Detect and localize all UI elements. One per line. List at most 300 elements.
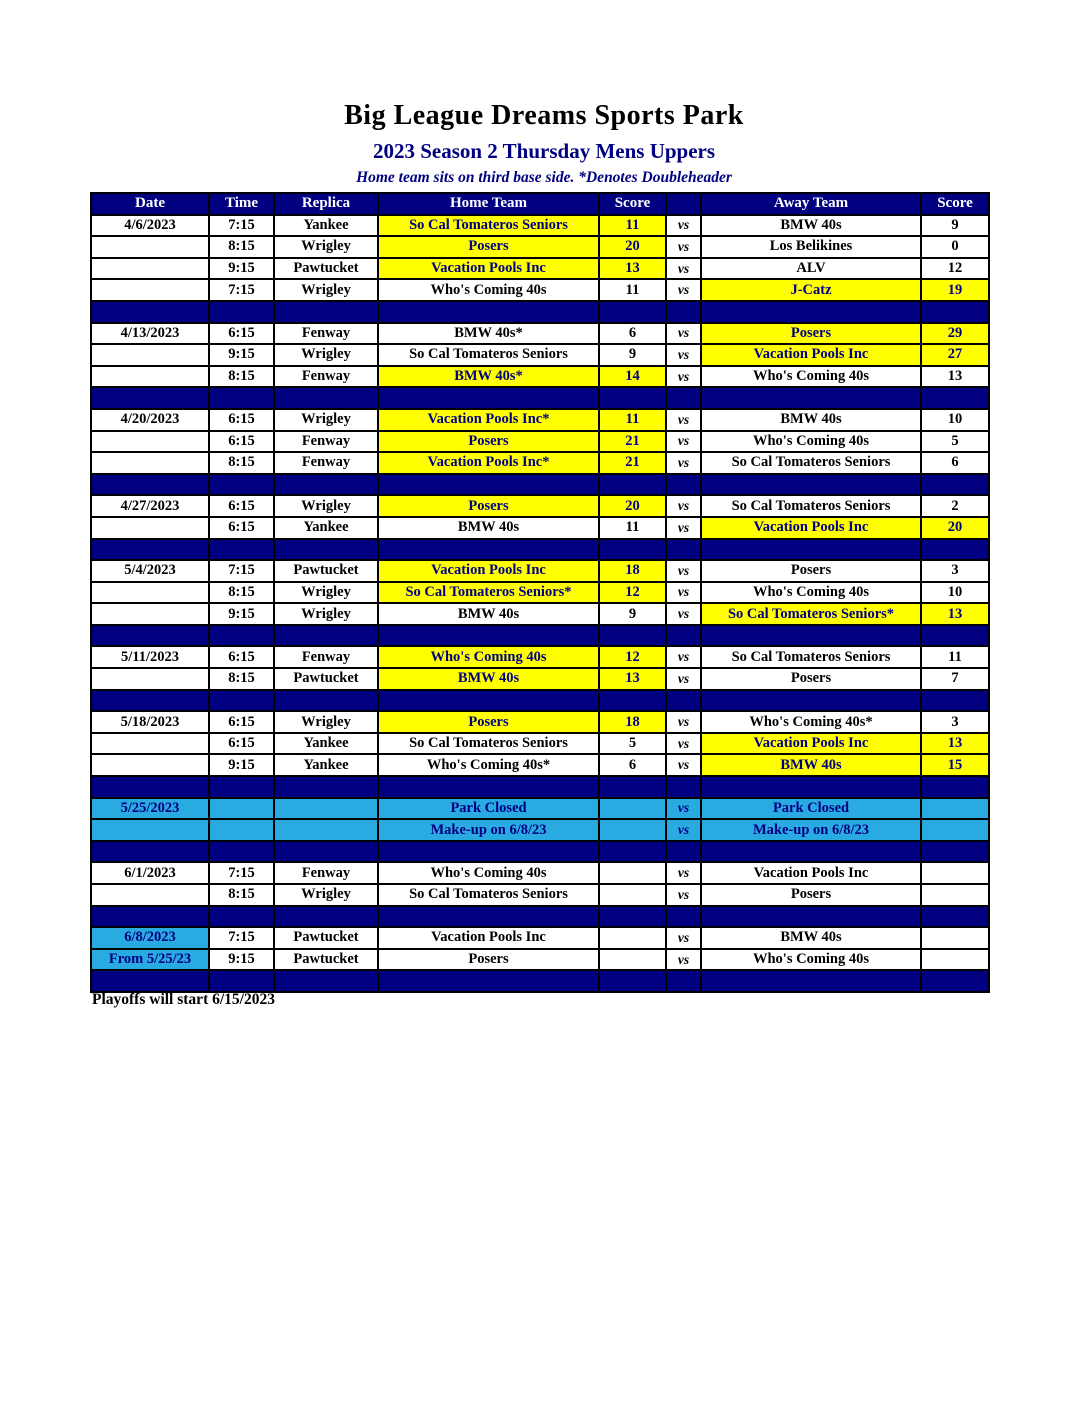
cell-home-score [599, 927, 666, 949]
separator-row [91, 474, 989, 496]
separator-cell [921, 301, 989, 323]
cell-away-score: 10 [921, 582, 989, 604]
cell-vs: vs [666, 949, 701, 971]
separator-cell [701, 474, 921, 496]
cell-replica: Pawtucket [274, 949, 378, 971]
separator-cell [666, 690, 701, 712]
cell-date: 6/8/2023 [91, 927, 209, 949]
game-row [91, 603, 989, 625]
cell-date [91, 366, 209, 388]
separator-cell [701, 970, 921, 992]
cell-home-score: 14 [599, 366, 666, 388]
cell-away-team: BMW 40s [701, 409, 921, 431]
cell-away-team: So Cal Tomateros Seniors [701, 452, 921, 474]
cell-home-team: So Cal Tomateros Seniors* [378, 582, 599, 604]
cell-away-score: 3 [921, 711, 989, 733]
game-row [91, 236, 989, 258]
cell-date: 5/11/2023 [91, 646, 209, 668]
cell-home-team: Posers [378, 236, 599, 258]
cell-time: 7:15 [209, 927, 274, 949]
separator-cell [274, 690, 378, 712]
header-away-score: Score [921, 193, 989, 215]
separator-cell [209, 474, 274, 496]
page-subtitle: 2023 Season 2 Thursday Mens Uppers [372, 139, 716, 163]
separator-cell [666, 906, 701, 928]
header-away-team: Away Team [701, 193, 921, 215]
separator-cell [599, 970, 666, 992]
game-row [91, 668, 989, 690]
separator-cell [701, 387, 921, 409]
cell-time: 7:15 [209, 279, 274, 301]
cell-home-team: Who's Coming 40s [378, 646, 599, 668]
cell-home-team: Who's Coming 40s [378, 862, 599, 884]
separator-cell [666, 625, 701, 647]
game-row [91, 754, 989, 776]
cell-replica: Pawtucket [274, 668, 378, 690]
cell-home-score: 11 [599, 215, 666, 237]
cell-vs: vs [666, 560, 701, 582]
cell-away-team: So Cal Tomateros Seniors [701, 495, 921, 517]
header-vs [666, 193, 701, 215]
cell-vs: vs [666, 603, 701, 625]
cell-home-score: 20 [599, 236, 666, 258]
cell-time: 8:15 [209, 582, 274, 604]
cell-time: 9:15 [209, 258, 274, 280]
header-date: Date [91, 193, 209, 215]
cell-date [91, 236, 209, 258]
separator-cell [378, 970, 599, 992]
cell-replica: Pawtucket [274, 560, 378, 582]
separator-cell [209, 906, 274, 928]
cell-time [209, 819, 274, 841]
cell-vs: vs [666, 495, 701, 517]
separator-cell [378, 387, 599, 409]
cell-home-score: 12 [599, 646, 666, 668]
cell-away-score: 10 [921, 409, 989, 431]
cell-home-score: 21 [599, 431, 666, 453]
cell-home-team: Who's Coming 40s [378, 279, 599, 301]
cell-time: 6:15 [209, 323, 274, 345]
cell-vs: vs [666, 431, 701, 453]
separator-cell [209, 841, 274, 863]
cell-away-team: ALV [701, 258, 921, 280]
separator-cell [921, 539, 989, 561]
cell-away-team: Vacation Pools Inc [701, 733, 921, 755]
game-row [91, 495, 989, 517]
cell-home-team: Who's Coming 40s* [378, 754, 599, 776]
separator-cell [599, 776, 666, 798]
header-home-score: Score [599, 193, 666, 215]
cell-replica [274, 819, 378, 841]
cell-replica: Wrigley [274, 344, 378, 366]
cell-home-score: 20 [599, 495, 666, 517]
separator-cell [378, 301, 599, 323]
cell-away-score [921, 819, 989, 841]
separator-cell [274, 970, 378, 992]
cell-away-team: BMW 40s [701, 215, 921, 237]
separator-cell [91, 841, 209, 863]
cell-date [91, 279, 209, 301]
cell-home-score: 6 [599, 323, 666, 345]
header-replica: Replica [274, 193, 378, 215]
cell-replica: Fenway [274, 323, 378, 345]
game-row [91, 884, 989, 906]
cell-home-score: 12 [599, 582, 666, 604]
cell-vs: vs [666, 452, 701, 474]
cell-date [91, 452, 209, 474]
cell-time: 6:15 [209, 711, 274, 733]
cell-time: 6:15 [209, 409, 274, 431]
separator-cell [378, 539, 599, 561]
cell-home-team: Posers [378, 495, 599, 517]
separator-cell [701, 841, 921, 863]
cell-away-team: Vacation Pools Inc [701, 344, 921, 366]
cell-away-team: Posers [701, 560, 921, 582]
cell-date [91, 733, 209, 755]
header-home-team: Home Team [378, 193, 599, 215]
table-body [91, 215, 989, 992]
cell-time: 6:15 [209, 733, 274, 755]
game-row [91, 366, 989, 388]
game-row [91, 344, 989, 366]
separator-cell [599, 474, 666, 496]
separator-cell [274, 301, 378, 323]
game-row [91, 409, 989, 431]
cell-replica: Fenway [274, 431, 378, 453]
cell-time: 8:15 [209, 366, 274, 388]
separator-cell [666, 539, 701, 561]
cell-home-team: Posers [378, 711, 599, 733]
cell-date [91, 258, 209, 280]
cell-away-score [921, 798, 989, 820]
game-row [91, 258, 989, 280]
game-row [91, 862, 989, 884]
separator-cell [921, 841, 989, 863]
cell-away-team: Who's Coming 40s [701, 949, 921, 971]
separator-cell [666, 387, 701, 409]
separator-row [91, 841, 989, 863]
cell-time: 7:15 [209, 862, 274, 884]
separator-cell [701, 906, 921, 928]
separator-cell [921, 625, 989, 647]
game-row [91, 215, 989, 237]
home-team-note: Home team sits on third base side. *Denotes Doubleheader [356, 169, 732, 186]
separator-cell [209, 301, 274, 323]
separator-cell [91, 387, 209, 409]
cell-away-score [921, 862, 989, 884]
cell-home-score: 18 [599, 711, 666, 733]
cell-away-team: BMW 40s [701, 927, 921, 949]
cell-home-team: Vacation Pools Inc* [378, 452, 599, 474]
separator-cell [378, 474, 599, 496]
cell-home-score: 9 [599, 344, 666, 366]
separator-cell [921, 776, 989, 798]
cell-replica: Yankee [274, 733, 378, 755]
cell-away-team: Posers [701, 884, 921, 906]
cell-away-team: J-Catz [701, 279, 921, 301]
cell-home-score: 11 [599, 517, 666, 539]
cell-date [91, 668, 209, 690]
cell-date: 5/4/2023 [91, 560, 209, 582]
cell-time: 6:15 [209, 495, 274, 517]
separator-cell [209, 625, 274, 647]
separator-cell [921, 690, 989, 712]
cell-away-score: 13 [921, 733, 989, 755]
cell-vs: vs [666, 711, 701, 733]
separator-cell [209, 387, 274, 409]
separator-cell [378, 625, 599, 647]
cell-replica: Wrigley [274, 884, 378, 906]
cell-time: 8:15 [209, 884, 274, 906]
separator-cell [666, 970, 701, 992]
cell-home-team: Make-up on 6/8/23 [378, 819, 599, 841]
cell-date: 4/27/2023 [91, 495, 209, 517]
cell-replica: Wrigley [274, 582, 378, 604]
cell-date [91, 344, 209, 366]
game-row [91, 582, 989, 604]
cell-home-score [599, 862, 666, 884]
cell-date: 4/13/2023 [91, 323, 209, 345]
separator-cell [274, 841, 378, 863]
cell-away-score: 12 [921, 258, 989, 280]
cell-time: 8:15 [209, 668, 274, 690]
cell-time: 9:15 [209, 344, 274, 366]
separator-cell [599, 539, 666, 561]
cell-replica: Wrigley [274, 495, 378, 517]
separator-cell [666, 474, 701, 496]
game-row [91, 517, 989, 539]
cell-away-team: Vacation Pools Inc [701, 862, 921, 884]
separator-row [91, 625, 989, 647]
cell-home-team: So Cal Tomateros Seniors [378, 215, 599, 237]
cell-home-score: 18 [599, 560, 666, 582]
separator-cell [91, 906, 209, 928]
separator-cell [91, 301, 209, 323]
cell-home-team: Vacation Pools Inc [378, 560, 599, 582]
cell-home-score: 5 [599, 733, 666, 755]
cell-away-score [921, 884, 989, 906]
cell-time: 8:15 [209, 236, 274, 258]
cell-home-team: Vacation Pools Inc [378, 927, 599, 949]
cell-home-score: 11 [599, 279, 666, 301]
cell-vs: vs [666, 258, 701, 280]
separator-row [91, 301, 989, 323]
cell-home-score: 11 [599, 409, 666, 431]
cell-vs: vs [666, 582, 701, 604]
cell-home-team: Park Closed [378, 798, 599, 820]
cell-away-score: 5 [921, 431, 989, 453]
separator-cell [209, 690, 274, 712]
cell-date: 5/18/2023 [91, 711, 209, 733]
cell-home-team: Vacation Pools Inc* [378, 409, 599, 431]
cell-home-team: BMW 40s* [378, 323, 599, 345]
cell-away-team: Make-up on 6/8/23 [701, 819, 921, 841]
cell-time: 9:15 [209, 754, 274, 776]
cell-away-score: 20 [921, 517, 989, 539]
cell-home-score [599, 798, 666, 820]
separator-cell [921, 387, 989, 409]
separator-cell [209, 970, 274, 992]
cell-replica [274, 798, 378, 820]
separator-cell [91, 625, 209, 647]
cell-away-team: So Cal Tomateros Seniors [701, 646, 921, 668]
cell-away-score: 7 [921, 668, 989, 690]
cell-away-team: Park Closed [701, 798, 921, 820]
separator-cell [91, 690, 209, 712]
separator-row [91, 690, 989, 712]
cell-time: 7:15 [209, 215, 274, 237]
cell-time: 6:15 [209, 431, 274, 453]
cell-home-score: 13 [599, 668, 666, 690]
page-title: Big League Dreams Sports Park [344, 100, 744, 131]
table-header [91, 193, 989, 215]
cell-away-score: 15 [921, 754, 989, 776]
cell-away-score: 6 [921, 452, 989, 474]
cell-date [91, 582, 209, 604]
cell-away-team: So Cal Tomateros Seniors* [701, 603, 921, 625]
cell-vs: vs [666, 517, 701, 539]
cell-away-team: Who's Coming 40s [701, 431, 921, 453]
cell-replica: Wrigley [274, 603, 378, 625]
cell-vs: vs [666, 798, 701, 820]
game-row [91, 323, 989, 345]
cell-vs: vs [666, 344, 701, 366]
cell-time: 6:15 [209, 646, 274, 668]
cell-vs: vs [666, 279, 701, 301]
cell-vs: vs [666, 819, 701, 841]
cell-home-team: Posers [378, 949, 599, 971]
cell-home-team: So Cal Tomateros Seniors [378, 884, 599, 906]
separator-cell [274, 539, 378, 561]
game-row [91, 646, 989, 668]
game-row [91, 560, 989, 582]
cell-date: 5/25/2023 [91, 798, 209, 820]
cell-replica: Wrigley [274, 711, 378, 733]
cell-replica: Fenway [274, 646, 378, 668]
cell-replica: Yankee [274, 517, 378, 539]
cell-away-team: Who's Coming 40s* [701, 711, 921, 733]
separator-cell [91, 474, 209, 496]
separator-cell [378, 690, 599, 712]
cell-away-team: Posers [701, 323, 921, 345]
cell-home-score: 6 [599, 754, 666, 776]
cell-away-score [921, 949, 989, 971]
cell-replica: Pawtucket [274, 927, 378, 949]
cell-home-team: BMW 40s [378, 603, 599, 625]
cell-home-score [599, 949, 666, 971]
separator-cell [378, 841, 599, 863]
cell-home-team: BMW 40s [378, 517, 599, 539]
cell-date [91, 517, 209, 539]
cell-vs: vs [666, 733, 701, 755]
separator-cell [921, 906, 989, 928]
cell-replica: Fenway [274, 366, 378, 388]
separator-cell [599, 301, 666, 323]
separator-cell [274, 776, 378, 798]
separator-cell [209, 776, 274, 798]
cell-home-score [599, 819, 666, 841]
cell-away-score: 13 [921, 366, 989, 388]
cell-home-team: BMW 40s [378, 668, 599, 690]
cell-date: 4/6/2023 [91, 215, 209, 237]
cell-replica: Wrigley [274, 409, 378, 431]
cell-replica: Yankee [274, 215, 378, 237]
cell-home-team: So Cal Tomateros Seniors [378, 733, 599, 755]
playoffs-note: Playoffs will start 6/15/2023 [92, 991, 275, 1008]
cell-replica: Fenway [274, 452, 378, 474]
game-row [91, 733, 989, 755]
separator-cell [666, 301, 701, 323]
separator-cell [599, 841, 666, 863]
cell-away-score: 9 [921, 215, 989, 237]
separator-cell [599, 690, 666, 712]
game-row [91, 279, 989, 301]
separator-cell [209, 539, 274, 561]
cell-home-team: BMW 40s* [378, 366, 599, 388]
cell-date [91, 603, 209, 625]
cell-home-score: 21 [599, 452, 666, 474]
cell-date [91, 431, 209, 453]
separator-cell [599, 387, 666, 409]
schedule-table [90, 192, 990, 993]
cell-away-score: 27 [921, 344, 989, 366]
separator-cell [91, 776, 209, 798]
separator-row [91, 387, 989, 409]
game-row [91, 431, 989, 453]
cell-away-team: BMW 40s [701, 754, 921, 776]
cell-date [91, 884, 209, 906]
cell-vs: vs [666, 646, 701, 668]
cell-vs: vs [666, 862, 701, 884]
separator-cell [378, 906, 599, 928]
cell-away-team: Vacation Pools Inc [701, 517, 921, 539]
cell-away-score: 13 [921, 603, 989, 625]
separator-cell [701, 301, 921, 323]
cell-home-score: 9 [599, 603, 666, 625]
cell-away-team: Los Belikines [701, 236, 921, 258]
cell-time [209, 798, 274, 820]
park-closed-row [91, 798, 989, 820]
cell-away-score: 0 [921, 236, 989, 258]
cell-vs: vs [666, 215, 701, 237]
separator-row [91, 776, 989, 798]
cell-away-score: 2 [921, 495, 989, 517]
header-time: Time [209, 193, 274, 215]
cell-away-score: 3 [921, 560, 989, 582]
game-row [91, 452, 989, 474]
cell-vs: vs [666, 668, 701, 690]
cell-away-team: Who's Coming 40s [701, 582, 921, 604]
cell-replica: Yankee [274, 754, 378, 776]
game-row [91, 711, 989, 733]
separator-cell [378, 776, 599, 798]
cell-date [91, 819, 209, 841]
cell-away-score: 19 [921, 279, 989, 301]
game-row [91, 927, 989, 949]
separator-cell [701, 776, 921, 798]
separator-row [91, 539, 989, 561]
cell-vs: vs [666, 754, 701, 776]
cell-vs: vs [666, 409, 701, 431]
cell-away-team: Posers [701, 668, 921, 690]
cell-vs: vs [666, 236, 701, 258]
cell-away-team: Who's Coming 40s [701, 366, 921, 388]
separator-cell [666, 841, 701, 863]
cell-away-score: 11 [921, 646, 989, 668]
separator-cell [274, 474, 378, 496]
separator-cell [599, 625, 666, 647]
cell-home-team: So Cal Tomateros Seniors [378, 344, 599, 366]
